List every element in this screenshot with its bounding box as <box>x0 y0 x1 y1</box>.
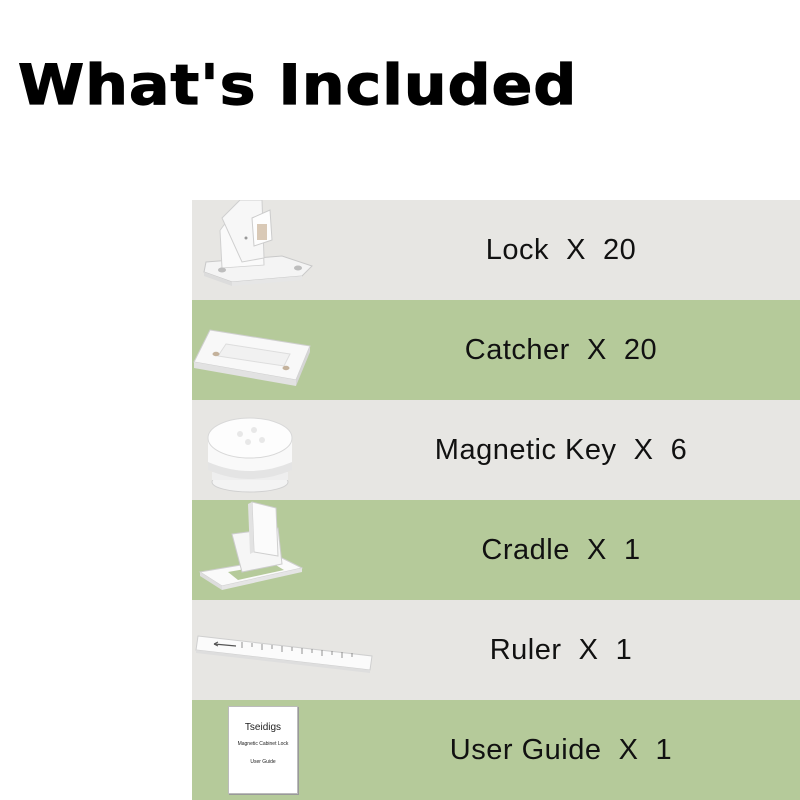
list-item-ruler <box>192 600 800 700</box>
ruler-icon <box>192 600 322 700</box>
item-quantity: X 1 <box>586 533 641 566</box>
included-items-list <box>192 200 800 800</box>
item-name: Catcher <box>464 333 570 366</box>
guide-brand: Tseidigs <box>244 722 282 733</box>
lock-icon <box>192 200 322 300</box>
item-quantity: X 20 <box>566 233 637 266</box>
magnetic-key-icon <box>192 400 322 500</box>
guide-subtitle: User Guide <box>250 759 276 765</box>
item-name: Cradle <box>481 533 570 566</box>
catcher-icon <box>192 300 322 400</box>
list-item-catcher <box>192 300 800 400</box>
list-item-magnetic-key <box>192 400 800 500</box>
guide-product: Magnetic Cabinet Lock <box>237 741 289 747</box>
page-title: What's Included <box>18 53 578 117</box>
cradle-icon <box>192 500 322 600</box>
list-item-cradle <box>192 500 800 600</box>
item-quantity: X 1 <box>578 633 633 666</box>
list-item-lock <box>192 200 800 300</box>
item-quantity: X 20 <box>586 333 658 366</box>
item-name: User Guide <box>449 733 602 766</box>
user-guide-icon <box>192 700 322 800</box>
user-guide-cover <box>228 706 298 794</box>
item-name: Lock <box>485 233 549 266</box>
item-quantity: X 1 <box>618 733 673 766</box>
item-name: Magnetic Key <box>434 433 617 466</box>
list-item-user-guide <box>192 700 800 800</box>
item-quantity: X 6 <box>633 433 688 466</box>
item-name: Ruler <box>489 633 562 666</box>
